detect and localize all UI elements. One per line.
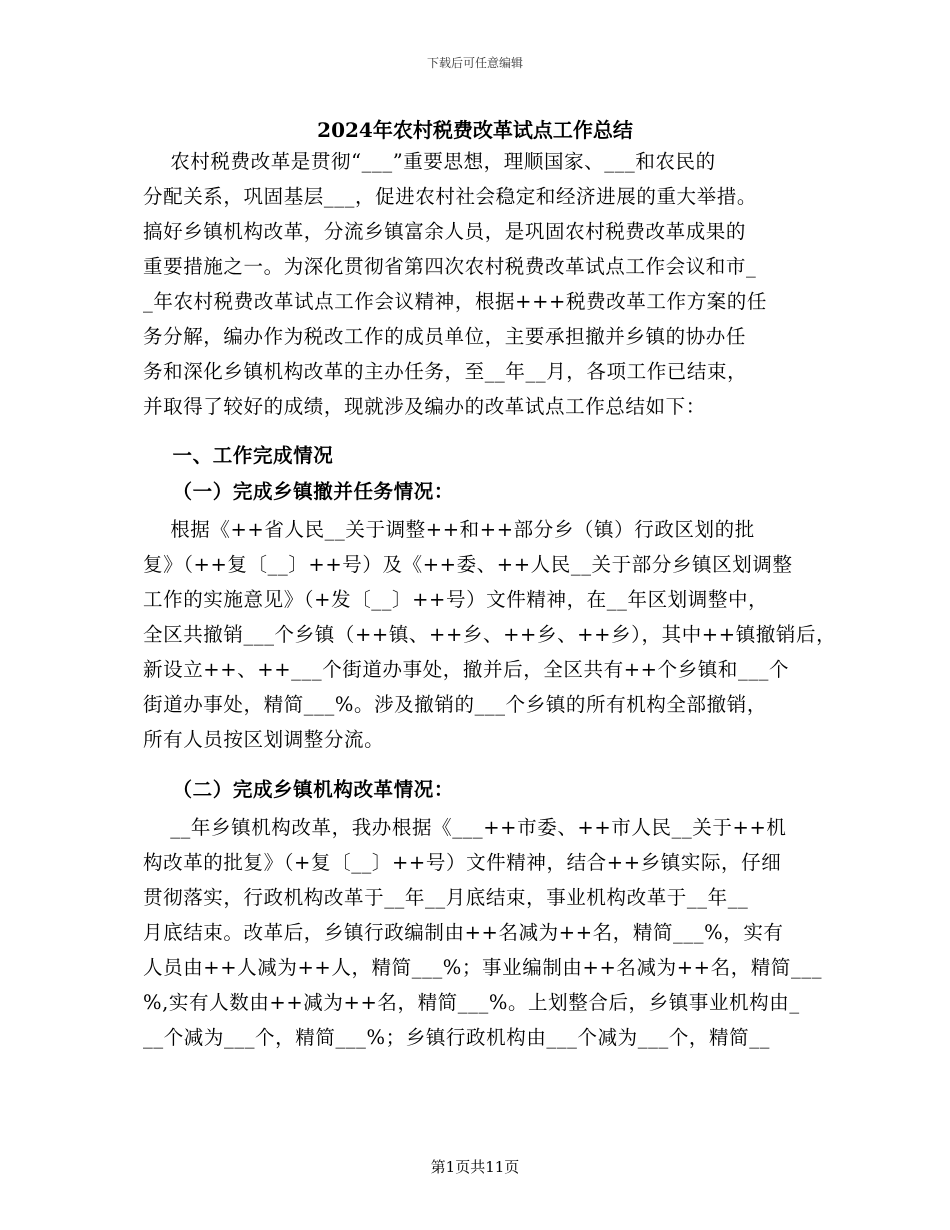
paragraph-line: 构改革的批复》（+复〔__〕++号）文件精神，结合++乡镇实际，仔细: [143, 851, 782, 874]
paragraph-line: __年乡镇机构改革，我办根据《___++市委、++市人民__关于++机: [143, 816, 787, 839]
document-title: 2024年农村税费改革试点工作总结: [317, 118, 633, 142]
paragraph-line: _年农村税费改革试点工作会议精神，根据+++税费改革工作方案的任: [143, 290, 767, 313]
paragraph-line: 所有人员按区划调整分流。: [143, 728, 385, 751]
subsection-heading: （二）完成乡镇机构改革情况：: [143, 778, 454, 801]
header-note: 下载后可任意编辑: [426, 56, 523, 70]
paragraph-line: 工作的实施意见》（+发〔__〕++号）文件精神，在__年区划调整中，: [143, 588, 769, 611]
paragraph-line: 复》（++复〔__〕++号）及《++委、++人民__关于部分乡镇区划调整: [143, 553, 793, 576]
paragraph-line: %,实有人数由++减为++名，精简___%。上划整合后，乡镇事业机构由_: [143, 991, 800, 1014]
paragraph-line: 根据《++省人民__关于调整++和++部分乡（镇）行政区划的批: [143, 518, 755, 541]
paragraph-line: 搞好乡镇机构改革，分流乡镇富余人员，是巩固农村税费改革成果的: [143, 220, 747, 243]
paragraph-line: __个减为___个，精简___%；乡镇行政机构由___个减为___个，精简__: [143, 1026, 770, 1049]
paragraph-line: 务和深化乡镇机构改革的主办任务，至__年__月，各项工作已结束，: [143, 360, 748, 383]
paragraph-line: 农村税费改革是贯彻“___”重要思想，理顺国家、___和农民的: [143, 150, 716, 173]
paragraph-line: 并取得了较好的成绩，现就涉及编办的改革试点工作总结如下：: [143, 395, 706, 418]
paragraph-line: 街道办事处，精简___%。涉及撤销的___个乡镇的所有机构全部撤销，: [143, 693, 767, 716]
subsection-heading: （一）完成乡镇撤并任务情况：: [143, 480, 454, 503]
paragraph-line: 人员由++人减为++人，精简___%；事业编制由++名减为++名，精简___: [143, 956, 823, 979]
paragraph-line: 月底结束。改革后，乡镇行政编制由++名减为++名，精简___%，实有: [143, 921, 784, 944]
paragraph-line: 全区共撤销___个乡镇（++镇、++乡、++乡、++乡），其中++镇撤销后，: [143, 623, 837, 646]
section-heading: 一、工作完成情况: [143, 444, 334, 467]
paragraph-line: 贯彻落实，行政机构改革于__年__月底结束，事业机构改革于__年__: [143, 886, 749, 909]
paragraph-line: 分配关系，巩固基层___，促进农村社会稳定和经济进展的重大举措。: [143, 185, 757, 208]
paragraph-line: 重要措施之一。为深化贯彻省第四次农村税费改革试点工作会议和市_: [143, 255, 757, 278]
paragraph-line: 务分解，编办作为税改工作的成员单位，主要承担撤并乡镇的协办任: [143, 325, 747, 348]
paragraph-line: 新设立++、++___个街道办事处，撤并后，全区共有++个乡镇和___个: [143, 658, 790, 681]
page-number-footer: 第1页共11页: [430, 1158, 520, 1176]
